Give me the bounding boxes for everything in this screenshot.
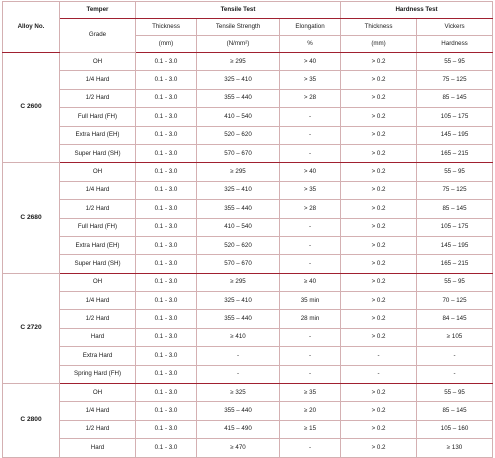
hardness-thickness-cell: > 0.2 <box>341 439 417 457</box>
table-row <box>3 402 493 420</box>
table-row <box>3 347 493 365</box>
tensile-strength-cell: - <box>197 347 280 365</box>
temper-grade-cell: Extra Hard (EH) <box>60 126 136 144</box>
temper-grade-cell: Extra Hard <box>60 347 136 365</box>
elongation-cell: - <box>280 218 341 236</box>
tensile-strength-cell: 325 – 410 <box>197 71 280 89</box>
hardness-thickness-cell: > 0.2 <box>341 402 417 420</box>
tensile-strength-cell: ≥ 295 <box>197 163 280 181</box>
grade-header: Grade <box>60 19 136 53</box>
elongation-cell: 35 min <box>280 292 341 310</box>
vickers-hardness-cell: 55 – 95 <box>417 273 493 291</box>
elongation-cell: - <box>280 439 341 457</box>
vickers-hardness-cell: 55 – 95 <box>417 384 493 402</box>
table-row <box>3 163 493 181</box>
elongation-cell: ≥ 20 <box>280 402 341 420</box>
temper-header: Temper <box>60 2 136 19</box>
tensile-strength-cell: 355 – 440 <box>197 402 280 420</box>
thickness-cell: 0.1 - 3.0 <box>136 89 197 107</box>
temper-grade-cell: Full Hard (FH) <box>60 108 136 126</box>
table-row <box>3 144 493 162</box>
hardness-thickness-cell: > 0.2 <box>341 236 417 254</box>
vickers-hardness-cell: 85 – 145 <box>417 89 493 107</box>
thickness-cell: 0.1 - 3.0 <box>136 310 197 328</box>
elongation-cell: > 35 <box>280 181 341 199</box>
thickness-cell: 0.1 - 3.0 <box>136 144 197 162</box>
vickers-hardness-cell: 55 – 95 <box>417 163 493 181</box>
thickness-cell: 0.1 - 3.0 <box>136 255 197 273</box>
vickers-hardness-cell: 85 – 145 <box>417 200 493 218</box>
hardness-thickness-cell: > 0.2 <box>341 71 417 89</box>
temper-grade-cell: Spring Hard (FH) <box>60 365 136 383</box>
tensile-strength-cell: 520 – 620 <box>197 236 280 254</box>
temper-grade-cell: 1/4 Hard <box>60 292 136 310</box>
tensile-strength-cell: 415 – 490 <box>197 420 280 438</box>
tensile-strength-cell: 355 – 440 <box>197 200 280 218</box>
hardness-thickness-cell: > 0.2 <box>341 53 417 71</box>
tensile-strength-cell: 570 – 670 <box>197 255 280 273</box>
tensile-strength-header: Tensile Strength <box>197 19 280 36</box>
hardness-thickness-cell: > 0.2 <box>341 384 417 402</box>
vickers-hardness-cell: - <box>417 365 493 383</box>
temper-grade-cell: OH <box>60 163 136 181</box>
thickness-cell: 0.1 - 3.0 <box>136 108 197 126</box>
header-row-1 <box>3 2 493 19</box>
hardness-thickness-cell: > 0.2 <box>341 144 417 162</box>
hardness-thickness-cell: > 0.2 <box>341 310 417 328</box>
alloy-properties-table-container <box>2 1 492 451</box>
vickers-hardness-cell: 145 – 195 <box>417 236 493 254</box>
elongation-cell: > 40 <box>280 163 341 181</box>
elongation-cell: - <box>280 108 341 126</box>
temper-grade-cell: Hard <box>60 328 136 346</box>
elongation-cell: ≥ 40 <box>280 273 341 291</box>
thickness-cell: 0.1 - 3.0 <box>136 200 197 218</box>
tensile-strength-unit: (N/mm²) <box>197 36 280 53</box>
table-row <box>3 310 493 328</box>
temper-grade-cell: OH <box>60 384 136 402</box>
table-row <box>3 236 493 254</box>
elongation-cell: ≥ 15 <box>280 420 341 438</box>
elongation-cell: - <box>280 126 341 144</box>
hardness-thickness-cell: > 0.2 <box>341 163 417 181</box>
elongation-cell: > 40 <box>280 53 341 71</box>
thickness-cell: 0.1 - 3.0 <box>136 126 197 144</box>
vickers-hardness-cell: 75 – 125 <box>417 181 493 199</box>
alloy-no-cell: C 2600 <box>3 53 60 163</box>
thickness-cell: 0.1 - 3.0 <box>136 347 197 365</box>
tensile-test-header: Tensile Test <box>136 2 341 19</box>
alloy-no-cell: C 2720 <box>3 273 60 383</box>
hardness-thickness-cell: - <box>341 347 417 365</box>
tensile-strength-cell: 410 – 540 <box>197 108 280 126</box>
tensile-strength-cell: 520 – 620 <box>197 126 280 144</box>
thickness-cell: 0.1 - 3.0 <box>136 420 197 438</box>
hardness-thickness-cell: > 0.2 <box>341 89 417 107</box>
hardness-thickness-cell: > 0.2 <box>341 255 417 273</box>
thickness-cell: 0.1 - 3.0 <box>136 218 197 236</box>
temper-grade-cell: 1/4 Hard <box>60 71 136 89</box>
elongation-cell: - <box>280 236 341 254</box>
table-row <box>3 273 493 291</box>
elongation-cell: - <box>280 365 341 383</box>
table-row <box>3 420 493 438</box>
tensile-strength-cell: - <box>197 365 280 383</box>
table-row <box>3 53 493 71</box>
elongation-cell: - <box>280 347 341 365</box>
elongation-cell: > 35 <box>280 71 341 89</box>
vickers-hardness-cell: ≥ 130 <box>417 439 493 457</box>
temper-grade-cell: 1/2 Hard <box>60 310 136 328</box>
table-row <box>3 89 493 107</box>
elongation-cell: ≥ 35 <box>280 384 341 402</box>
vickers-hardness-cell: 105 – 175 <box>417 108 493 126</box>
vickers-hardness-cell: ≥ 105 <box>417 328 493 346</box>
table-body <box>3 53 493 458</box>
table-row <box>3 218 493 236</box>
thickness-cell: 0.1 - 3.0 <box>136 292 197 310</box>
tensile-strength-cell: 325 – 410 <box>197 181 280 199</box>
vickers-header: Vickers <box>417 19 493 36</box>
table-row <box>3 108 493 126</box>
tensile-strength-cell: ≥ 295 <box>197 273 280 291</box>
hardness-thickness-unit: (mm) <box>341 36 417 53</box>
table-row <box>3 328 493 346</box>
thickness-cell: 0.1 - 3.0 <box>136 402 197 420</box>
temper-grade-cell: Extra Hard (EH) <box>60 236 136 254</box>
thickness-cell: 0.1 - 3.0 <box>136 384 197 402</box>
tensile-strength-cell: ≥ 325 <box>197 384 280 402</box>
tensile-strength-cell: 355 – 440 <box>197 89 280 107</box>
hardness-thickness-header: Thickness <box>341 19 417 36</box>
vickers-hardness-cell: 85 – 145 <box>417 402 493 420</box>
thickness-cell: 0.1 - 3.0 <box>136 53 197 71</box>
elongation-cell: > 28 <box>280 89 341 107</box>
elongation-cell: - <box>280 328 341 346</box>
vickers-hardness-cell: 70 – 125 <box>417 292 493 310</box>
elongation-cell: - <box>280 144 341 162</box>
hardness-thickness-cell: > 0.2 <box>341 218 417 236</box>
temper-grade-cell: OH <box>60 273 136 291</box>
hardness-thickness-cell: > 0.2 <box>341 108 417 126</box>
header-row-2 <box>3 19 493 36</box>
table-row <box>3 71 493 89</box>
thickness-cell: 0.1 - 3.0 <box>136 181 197 199</box>
table-header <box>3 2 493 53</box>
elongation-cell: 28 min <box>280 310 341 328</box>
elongation-header: Elongation <box>280 19 341 36</box>
elongation-cell: - <box>280 255 341 273</box>
temper-grade-cell: 1/4 Hard <box>60 181 136 199</box>
thickness-cell: 0.1 - 3.0 <box>136 273 197 291</box>
table-row <box>3 255 493 273</box>
hardness-thickness-cell: > 0.2 <box>341 126 417 144</box>
thickness-cell: 0.1 - 3.0 <box>136 163 197 181</box>
temper-grade-cell: OH <box>60 53 136 71</box>
tensile-strength-cell: 410 – 540 <box>197 218 280 236</box>
vickers-hardness-cell: 145 – 195 <box>417 126 493 144</box>
thickness-cell: 0.1 - 3.0 <box>136 236 197 254</box>
table-row <box>3 200 493 218</box>
table-row <box>3 439 493 457</box>
vickers-hardness-cell: 105 – 160 <box>417 420 493 438</box>
vickers-hardness-cell: 75 – 125 <box>417 71 493 89</box>
thickness-cell: 0.1 - 3.0 <box>136 328 197 346</box>
temper-grade-cell: 1/2 Hard <box>60 420 136 438</box>
temper-grade-cell: Hard <box>60 439 136 457</box>
alloy-no-cell: C 2800 <box>3 384 60 458</box>
vickers-hardness-cell: - <box>417 347 493 365</box>
hardness-thickness-cell: > 0.2 <box>341 292 417 310</box>
elongation-unit: % <box>280 36 341 53</box>
alloy-no-cell: C 2680 <box>3 163 60 273</box>
thickness-cell: 0.1 - 3.0 <box>136 365 197 383</box>
vickers-hardness-cell: 84 – 145 <box>417 310 493 328</box>
hardness-thickness-cell: > 0.2 <box>341 200 417 218</box>
tensile-strength-cell: ≥ 470 <box>197 439 280 457</box>
elongation-cell: > 28 <box>280 200 341 218</box>
hardness-test-header: Hardness Test <box>341 2 493 19</box>
hardness-thickness-cell: - <box>341 365 417 383</box>
table-row <box>3 365 493 383</box>
vickers-hardness-cell: 165 – 215 <box>417 144 493 162</box>
hardness-thickness-cell: > 0.2 <box>341 420 417 438</box>
thickness-cell: 0.1 - 3.0 <box>136 71 197 89</box>
hardness-thickness-cell: > 0.2 <box>341 181 417 199</box>
hardness-thickness-cell: > 0.2 <box>341 328 417 346</box>
alloy-no-header: Alloy No. <box>3 2 60 53</box>
temper-grade-cell: 1/4 Hard <box>60 402 136 420</box>
thickness-header: Thickness <box>136 19 197 36</box>
temper-grade-cell: Full Hard (FH) <box>60 218 136 236</box>
tensile-strength-cell: 570 – 670 <box>197 144 280 162</box>
tensile-strength-cell: ≥ 410 <box>197 328 280 346</box>
temper-grade-cell: 1/2 Hard <box>60 200 136 218</box>
vickers-hardness-cell: 105 – 175 <box>417 218 493 236</box>
thickness-unit: (mm) <box>136 36 197 53</box>
temper-grade-cell: Super Hard (SH) <box>60 255 136 273</box>
alloy-properties-table <box>2 1 493 458</box>
table-row <box>3 126 493 144</box>
table-row <box>3 384 493 402</box>
vickers-hardness-cell: 165 – 215 <box>417 255 493 273</box>
table-row <box>3 292 493 310</box>
hardness-thickness-cell: > 0.2 <box>341 273 417 291</box>
temper-grade-cell: 1/2 Hard <box>60 89 136 107</box>
table-row <box>3 181 493 199</box>
vickers-hardness-cell: 55 – 95 <box>417 53 493 71</box>
thickness-cell: 0.1 - 3.0 <box>136 439 197 457</box>
temper-grade-cell: Super Hard (SH) <box>60 144 136 162</box>
vickers-unit: Hardness <box>417 36 493 53</box>
tensile-strength-cell: ≥ 295 <box>197 53 280 71</box>
tensile-strength-cell: 355 – 440 <box>197 310 280 328</box>
tensile-strength-cell: 325 – 410 <box>197 292 280 310</box>
